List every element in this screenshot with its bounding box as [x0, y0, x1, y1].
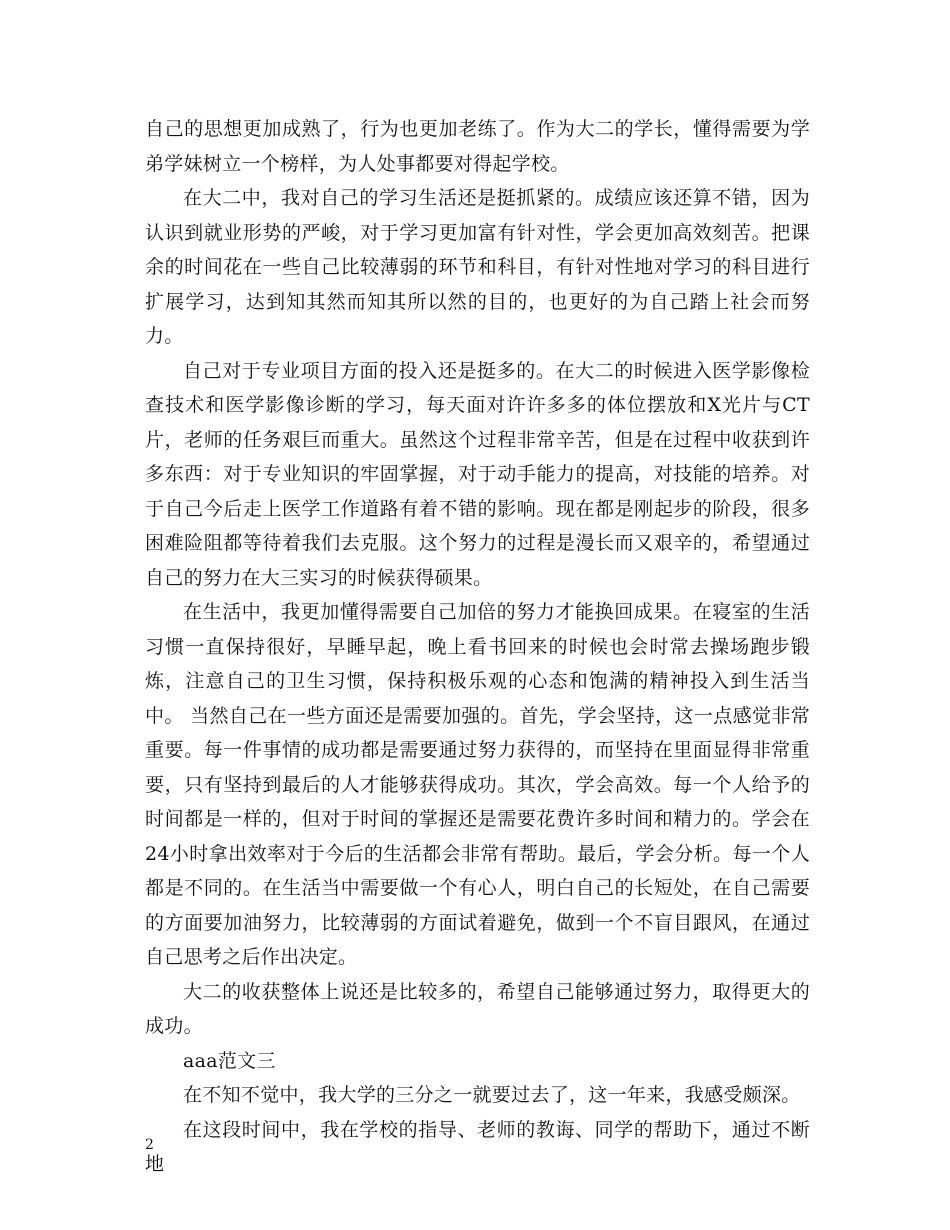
- paragraph-life: 在生活中，我更加懂得需要自己加倍的努力才能换回成果。在寝室的生活习惯一直保持很好，早睡早起，晚上看书回来的时候也会时常去操场跑步锻炼，注意自己的卫生习惯，保持积极乐观的心态和饱满的精神投入到生活当中。 当然自己在一些方面还是需要加强的。首先，学会坚持，这一点感觉非常重要。每一件事情的成功都是需要通过努力获得的，而坚持在里面显得非常重要，只有坚持到最后的人才能够获得成功。其次，学会高效。每一个人给予的时间都是一样的，但对于时间的掌握还是需要花费许多时间和精力的。学会在24小时拿出效率对于今后的生活都会非常有帮助。最后，学会分析。每一个人都是不同的。在生活当中需要做一个有心人，明白自己的长短处，在自己需要的方面要加油努力，比较薄弱的方面试着避免，做到一个不盲目跟风，在通过自己思考之后作出决定。: [145, 601, 810, 968]
- paragraph-summary: 大二的收获整体上说还是比较多的，希望自己能够通过努力，取得更大的成功。: [145, 980, 810, 1037]
- body-text: [145, 112, 810, 1182]
- paragraph-study: 在大二中，我对自己的学习生活还是挺抓紧的。成绩应该还算不错，因为认识到就业形势的严峻，对于学习更加富有针对性，学会更加高效刻苦。把课余的时间花在一些自己比较薄弱的环节和科目，有针对性地对学习的科目进行扩展学习，达到知其然而知其所以然的目的，也更好的为自己踏上社会而努力。: [145, 187, 810, 347]
- paragraph-new-section-intro: 在不知不觉中，我大学的三分之一就要过去了，这一年来，我感受颇深。: [183, 1084, 801, 1106]
- paragraph-new-section-body: 在这段时间中，我在学校的指导、老师的教诲、同学的帮助下，通过不断地: [145, 1118, 810, 1175]
- section-heading: aaa范文三: [183, 1049, 276, 1072]
- paragraph-professional-projects: 自己对于专业项目方面的投入还是挺多的。在大二的时候进入医学影像检查技术和医学影像诊断的学习，每天面对许许多多的体位摆放和X光片与CT片，老师的任务艰巨而重大。虽然这个过程非常辛苦，但是在过程中收获到许多东西：对于专业知识的牢固掌握，对于动手能力的提高，对技能的培养。对于自己今后走上医学工作道路有着不错的影响。现在都是刚起步的阶段，很多困难险阻都等待着我们去克服。这个努力的过程是漫长而又艰辛的，希望通过自己的努力在大三实习的时候获得硕果。: [145, 359, 810, 589]
- page-number: 2: [145, 1137, 154, 1153]
- paragraph-intro-continuation: 自己的思想更加成熟了，行为也更加老练了。作为大二的学长，懂得需要为学弟学妹树立一个榜样，为人处事都要对得起学校。: [145, 118, 810, 175]
